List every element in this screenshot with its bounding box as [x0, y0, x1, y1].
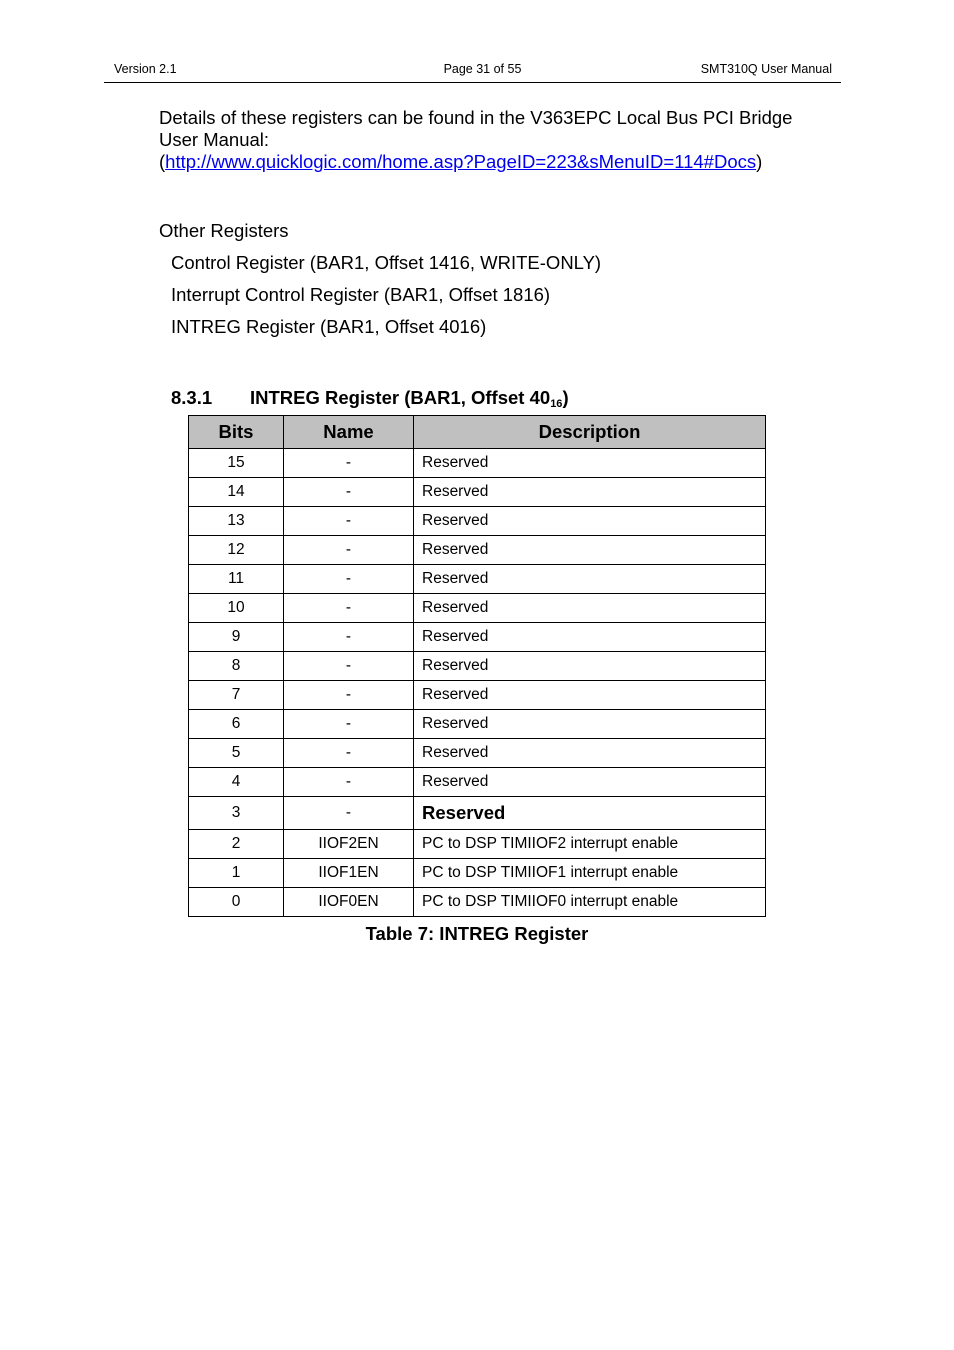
section-title: INTREG Register (BAR1, Offset 40: [250, 387, 551, 408]
table-row: [189, 594, 766, 623]
header-description: Description: [414, 416, 766, 449]
name-cell: IIOF0EN: [284, 888, 414, 917]
table-row: [189, 710, 766, 739]
bits-cell: 12: [189, 536, 284, 565]
name-cell: IIOF2EN: [284, 830, 414, 859]
intro-line-1: Details of these registers can be found in the V363EPC Local Bus PCI Bridge: [159, 107, 793, 128]
table-row: [189, 478, 766, 507]
quicklogic-link[interactable]: http://www.quicklogic.com/home.asp?PageID=223&sMenuID=114#Docs: [165, 151, 757, 172]
description-cell: Reserved: [414, 536, 766, 565]
bits-cell: 11: [189, 565, 284, 594]
description-cell: PC to DSP TIMIIOF2 interrupt enable: [414, 830, 766, 859]
bits-cell: 14: [189, 478, 284, 507]
other-registers: [159, 215, 601, 343]
name-cell: -: [284, 565, 414, 594]
section-close: ): [562, 387, 569, 408]
header-version: Version 2.1: [114, 62, 177, 76]
name-cell: -: [284, 797, 414, 830]
name-cell: -: [284, 710, 414, 739]
description-cell: Reserved: [414, 565, 766, 594]
name-cell: -: [284, 681, 414, 710]
table-row: [189, 507, 766, 536]
description-cell: Reserved: [414, 681, 766, 710]
description-cell: PC to DSP TIMIIOF1 interrupt enable: [414, 859, 766, 888]
bits-cell: 7: [189, 681, 284, 710]
header-page-number: Page 31 of 55: [443, 62, 522, 76]
bits-cell: 13: [189, 507, 284, 536]
section-subscript: 16: [550, 398, 563, 410]
section-heading: [171, 387, 569, 410]
other-registers-title: Other Registers: [159, 220, 289, 241]
description-cell: Reserved: [414, 478, 766, 507]
name-cell: -: [284, 768, 414, 797]
table-row: [189, 830, 766, 859]
bits-cell: 4: [189, 768, 284, 797]
table-row: [189, 739, 766, 768]
bits-cell: 5: [189, 739, 284, 768]
table-caption: Table 7: INTREG Register: [365, 923, 589, 944]
description-cell: PC to DSP TIMIIOF0 interrupt enable: [414, 888, 766, 917]
description-cell: Reserved: [414, 768, 766, 797]
name-cell: -: [284, 536, 414, 565]
description-cell: Reserved: [414, 652, 766, 681]
intro-line-3: [159, 151, 859, 173]
table-row: [189, 768, 766, 797]
bits-cell: 3: [189, 797, 284, 830]
name-cell: -: [284, 478, 414, 507]
table-row: [189, 623, 766, 652]
bits-cell: 10: [189, 594, 284, 623]
other-register-item: Interrupt Control Register (BAR1, Offset 1816): [171, 284, 551, 305]
name-cell: -: [284, 652, 414, 681]
paren-open: (: [159, 151, 166, 172]
header-name: Name: [284, 416, 414, 449]
header-bits: Bits: [189, 416, 284, 449]
table-header-row: [189, 416, 766, 449]
page-header: [104, 62, 841, 83]
name-cell: -: [284, 739, 414, 768]
description-cell: Reserved: [414, 797, 766, 830]
description-cell: Reserved: [414, 739, 766, 768]
table-row: [189, 797, 766, 830]
description-cell: Reserved: [414, 710, 766, 739]
bits-cell: 2: [189, 830, 284, 859]
table-row: [189, 536, 766, 565]
intro-paragraph: [159, 107, 859, 173]
description-cell: Reserved: [414, 449, 766, 478]
bits-cell: 9: [189, 623, 284, 652]
section-number: 8.3.1: [171, 387, 213, 408]
table-row: [189, 888, 766, 917]
table-row: [189, 565, 766, 594]
description-cell: Reserved: [414, 507, 766, 536]
other-register-item: INTREG Register (BAR1, Offset 4016): [171, 316, 487, 337]
name-cell: -: [284, 623, 414, 652]
bits-cell: 8: [189, 652, 284, 681]
name-cell: -: [284, 594, 414, 623]
intreg-table: [188, 415, 766, 917]
intro-line-2: User Manual:: [159, 129, 270, 150]
header-manual-title: SMT310Q User Manual: [700, 62, 832, 76]
description-cell: Reserved: [414, 623, 766, 652]
bits-cell: 0: [189, 888, 284, 917]
table-row: [189, 859, 766, 888]
bits-cell: 1: [189, 859, 284, 888]
name-cell: IIOF1EN: [284, 859, 414, 888]
table-row: [189, 652, 766, 681]
name-cell: -: [284, 507, 414, 536]
bits-cell: 6: [189, 710, 284, 739]
description-cell: Reserved: [414, 594, 766, 623]
bits-cell: 15: [189, 449, 284, 478]
table-row: [189, 449, 766, 478]
paren-close: ): [756, 151, 763, 172]
name-cell: -: [284, 449, 414, 478]
table-row: [189, 681, 766, 710]
other-register-item: Control Register (BAR1, Offset 1416, WRITE-ONLY): [171, 252, 602, 273]
